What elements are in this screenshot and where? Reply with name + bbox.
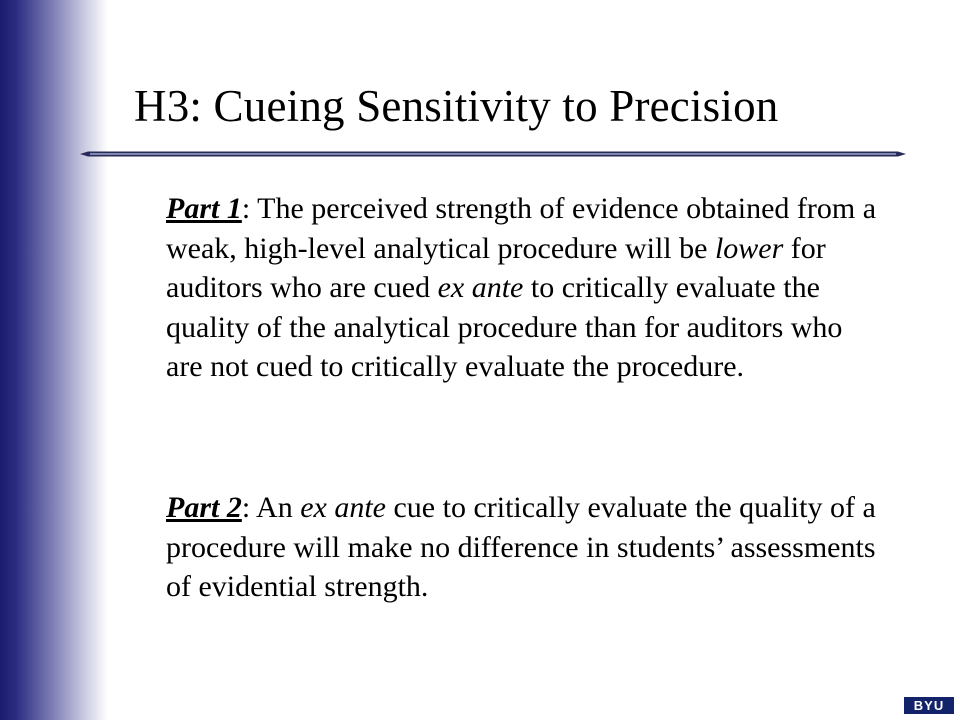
title-divider xyxy=(80,150,906,158)
part-1-text-c: to critically evaluate the quality of the analytical procedure than for auditors who are not cued to critically evaluate the procedure. xyxy=(166,271,843,383)
part-1-emphasis-lower: lower xyxy=(714,231,784,265)
slide-title: H3: Cueing Sensitivity to Precision xyxy=(134,81,779,131)
left-gradient-bar xyxy=(0,0,108,720)
hypothesis-part-1 xyxy=(166,189,886,387)
part-1-emphasis-ex-ante: ex ante xyxy=(437,271,524,304)
part-2-text-b: cue to critically evaluate the quality of a procedure will make no difference in students’ assessments of evidential strength. xyxy=(166,491,876,603)
part-1-label: Part 1 xyxy=(166,192,242,225)
hypothesis-part-2 xyxy=(166,488,886,607)
part-2-text-a: : An xyxy=(241,491,301,524)
part-1-text-b: for auditors who are cued xyxy=(166,231,826,304)
part-2-label: Part 2 xyxy=(166,491,242,524)
part-2-emphasis-ex-ante: ex ante xyxy=(300,491,386,524)
byu-logo: BYU xyxy=(904,697,954,714)
part-1-text-a: : The perceived strength of evidence obtained from a weak, high-level analytical procedure will be xyxy=(166,192,877,265)
